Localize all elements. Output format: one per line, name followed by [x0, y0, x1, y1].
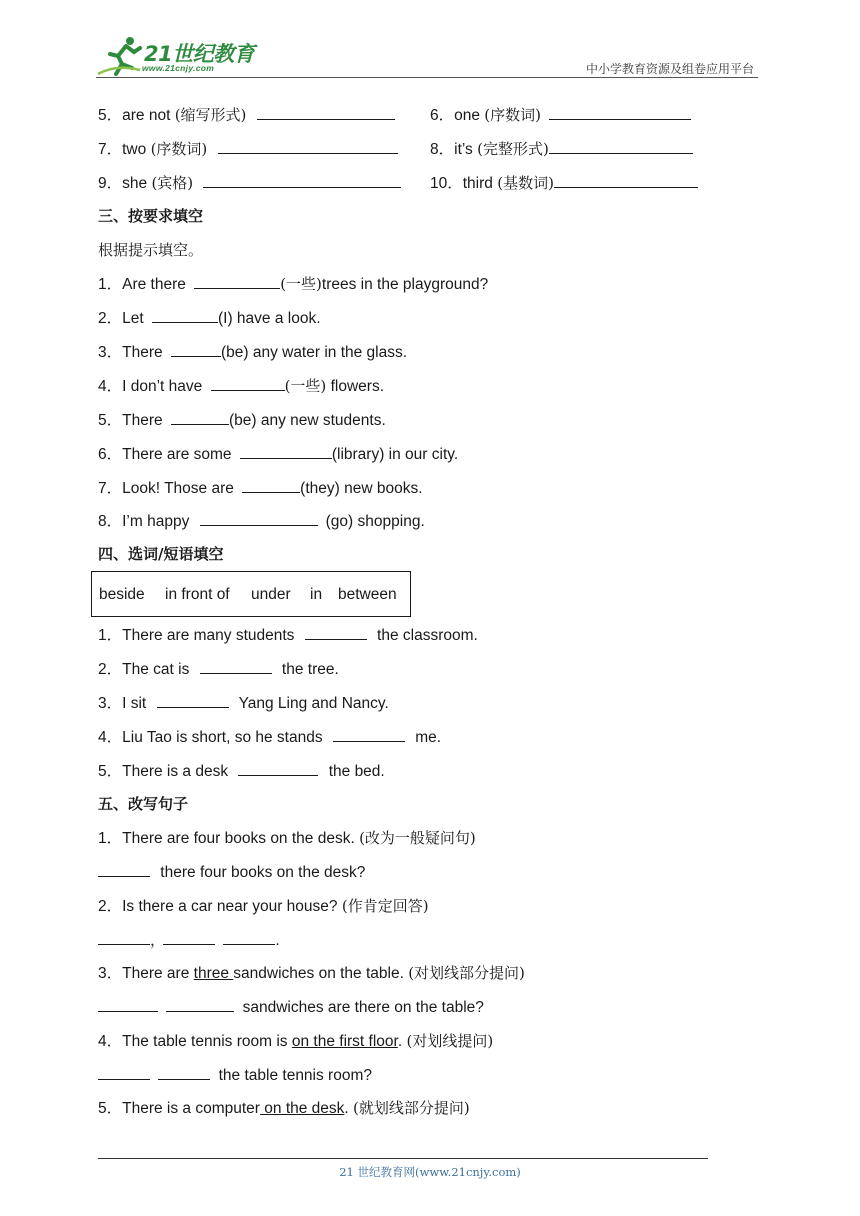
logo-url: www.21cnjy.com	[142, 63, 215, 73]
list-item: 1．Are there (一些)trees in the playground?	[98, 275, 489, 293]
answer-blank[interactable]	[200, 659, 272, 674]
page-header	[96, 34, 758, 78]
section-heading: 五、改写句子	[98, 795, 189, 813]
instruction-text: 根据提示填空。	[98, 241, 204, 259]
answer-blank[interactable]	[194, 274, 280, 289]
answer-blank[interactable]	[333, 727, 405, 742]
answer-blank[interactable]	[554, 173, 698, 188]
answer-line: there four books on the desk?	[98, 862, 365, 883]
word-option: in	[310, 586, 323, 603]
answer-blank[interactable]	[240, 444, 332, 459]
answer-blank[interactable]	[257, 105, 395, 120]
word-bank-box	[91, 571, 411, 617]
logo	[96, 34, 266, 78]
list-item: 1．There are many students the classroom.	[98, 627, 478, 644]
answer-line: sandwiches are there on the table?	[98, 997, 484, 1018]
section-heading: 四、选词/短语填空	[98, 545, 224, 563]
list-item: 8．it’s (完整形式)	[430, 139, 693, 160]
list-item: 1．There are four books on the desk. (改为一般疑问句)	[98, 829, 476, 847]
answer-blank[interactable]	[238, 761, 318, 776]
list-item: 2．The cat is the tree.	[98, 661, 339, 678]
header-platform-text: 中小学教育资源及组卷应用平台	[585, 62, 754, 76]
header-divider	[96, 77, 758, 78]
answer-blank[interactable]	[152, 308, 218, 323]
footer-text: 21 世纪教育网(www.21cnjy.com)	[339, 1165, 521, 1179]
list-item: 6．one (序数词)	[430, 105, 691, 126]
answer-blank[interactable]	[218, 139, 398, 154]
answer-blank[interactable]	[305, 625, 367, 640]
runner-logo-icon	[96, 34, 144, 78]
answer-blank[interactable]	[242, 478, 300, 493]
answer-blank[interactable]	[163, 930, 215, 945]
list-item: 3．I sit Yang Ling and Nancy.	[98, 695, 389, 712]
answer-blank[interactable]	[98, 997, 158, 1012]
list-item: 5．There is a desk the bed.	[98, 763, 385, 780]
list-item: 3．There are three sandwiches on the table. (对划线部分提问)	[98, 964, 525, 982]
answer-line: the table tennis room?	[98, 1065, 372, 1086]
list-item: 3．There (be) any water in the glass.	[98, 344, 408, 361]
list-item: 7．Look! Those are (they) new books.	[98, 480, 423, 497]
list-item: 4．I don’t have (一些) flowers.	[98, 377, 385, 395]
answer-blank[interactable]	[211, 376, 285, 391]
list-item: 7．two (序数词)	[98, 139, 398, 160]
list-item: 6．There are some (library) in our city.	[98, 446, 459, 463]
answer-blank[interactable]	[203, 173, 401, 188]
answer-blank[interactable]	[171, 410, 229, 425]
word-option: in front of	[165, 586, 230, 603]
answer-blank[interactable]	[98, 930, 150, 945]
list-item: 5．are not (缩写形式)	[98, 105, 395, 126]
answer-blank[interactable]	[98, 862, 150, 877]
list-item: 9．she (宾格)	[98, 173, 401, 194]
list-item: 4．The table tennis room is on the first floor. (对划线提问)	[98, 1032, 494, 1050]
list-item: 8．I’m happy (go) shopping.	[98, 513, 425, 530]
footer-divider	[98, 1158, 708, 1159]
list-item: 10．third (基数词)	[430, 173, 698, 194]
logo-text: 21世纪教育	[144, 42, 255, 66]
answer-line: ， .	[98, 930, 280, 951]
word-option: beside	[99, 586, 145, 603]
answer-blank[interactable]	[157, 693, 229, 708]
list-item: 4．Liu Tao is short, so he stands me.	[98, 729, 442, 746]
word-option: under	[251, 586, 291, 603]
answer-blank[interactable]	[200, 511, 318, 526]
answer-blank[interactable]	[158, 1065, 210, 1080]
answer-blank[interactable]	[223, 930, 275, 945]
answer-blank[interactable]	[171, 342, 221, 357]
list-item: 5．There (be) any new students.	[98, 412, 386, 429]
list-item: 5．There is a computer on the desk. (就划线部分提问)	[98, 1099, 470, 1117]
answer-blank[interactable]	[98, 1065, 150, 1080]
word-option: between	[338, 586, 397, 603]
answer-blank[interactable]	[549, 139, 693, 154]
answer-blank[interactable]	[166, 997, 234, 1012]
list-item: 2．Let (I) have a look.	[98, 310, 321, 327]
list-item: 2．Is there a car near your house? (作肯定回答)	[98, 897, 429, 915]
answer-blank[interactable]	[549, 105, 691, 120]
section-heading: 三、按要求填空	[98, 207, 204, 225]
